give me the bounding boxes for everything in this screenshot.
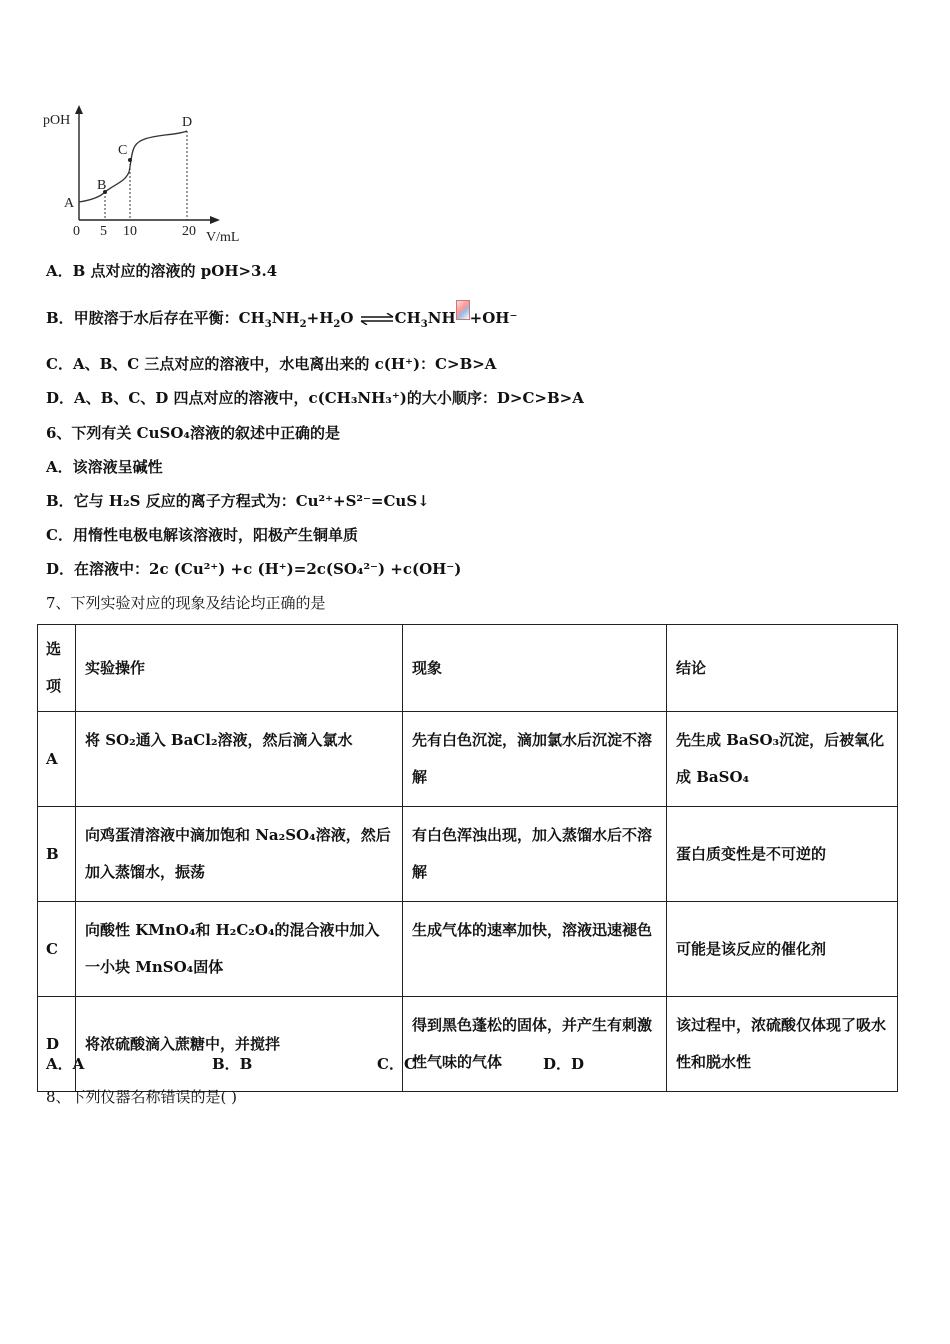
q7-table xyxy=(37,624,898,1092)
row-phenomenon: 得到黑色蓬松的固体，并产生有刺激性气味的气体 xyxy=(403,997,667,1092)
table-row xyxy=(38,997,898,1092)
x-axis-label: V/mL xyxy=(206,230,240,245)
row-option: C xyxy=(38,902,76,997)
q7-choice-d: D．D xyxy=(543,1055,585,1073)
y-axis-label: pOH xyxy=(43,113,71,128)
q5-b-mid5: NH xyxy=(427,309,456,327)
q8-stem-text: 8、下列仪器名称错误的是( ) xyxy=(46,1088,238,1106)
point-label-a: A xyxy=(64,196,75,211)
row-operation: 向酸性 KMnO₄和 H₂C₂O₄的混合液中加入一小块 MnSO₄固体 xyxy=(76,902,403,997)
table-row xyxy=(38,712,898,807)
row-conclusion: 该过程中，浓硫酸仅体现了吸水性和脱水性 xyxy=(667,997,898,1092)
row-phenomenon: 生成气体的速率加快，溶液迅速褪色 xyxy=(403,902,667,997)
header-operation: 实验操作 xyxy=(76,625,403,712)
q5-option-a: A．B 点对应的溶液的 pOH>3.4 xyxy=(46,262,278,280)
point-label-d: D xyxy=(182,115,193,130)
row-option: A xyxy=(38,712,76,807)
q6-option-a: A．该溶液呈碱性 xyxy=(46,458,163,476)
q5-option-d: D．A、B、C、D 四点对应的溶液中，c(CH₃NH₃⁺)的大小顺序：D>C>B>A xyxy=(46,389,584,407)
y-axis-arrow xyxy=(75,105,83,114)
row-option: B xyxy=(38,807,76,902)
ph-curve-figure xyxy=(40,104,260,254)
row-phenomenon: 先有白色沉淀，滴加氯水后沉淀不溶解 xyxy=(403,712,667,807)
point-label-b: B xyxy=(97,178,107,193)
row-conclusion: 可能是该反应的催化剂 xyxy=(667,902,898,997)
x-tick-10: 10 xyxy=(123,224,137,239)
row-operation: 将浓硫酸滴入蔗糖中，并搅拌 xyxy=(76,997,403,1092)
q5-b-mid2: +H xyxy=(306,309,334,327)
q5-b-suffix: +OH⁻ xyxy=(469,309,518,327)
x-tick-5: 5 xyxy=(100,224,107,239)
x-axis-arrow xyxy=(210,216,220,224)
q5-b-prefix: B．甲胺溶于水后存在平衡：CH xyxy=(46,309,265,327)
row-conclusion: 蛋白质变性是不可逆的 xyxy=(667,807,898,902)
table-row xyxy=(38,807,898,902)
q7-stem-text: 7、下列实验对应的现象及结论均正确的是 xyxy=(46,594,326,612)
point-c xyxy=(128,158,132,162)
row-option: D xyxy=(38,997,76,1092)
header-phenomenon: 现象 xyxy=(403,625,667,712)
equilibrium-arrow-icon xyxy=(359,313,395,325)
q7-choice-a: A．A xyxy=(46,1055,85,1073)
row-conclusion: 先生成 BaSO₃沉淀，后被氧化成 BaSO₄ xyxy=(667,712,898,807)
row-operation: 将 SO₂通入 BaCl₂溶液，然后滴入氯水 xyxy=(76,712,403,807)
q5-b-mid1: NH xyxy=(271,309,300,327)
x-tick-20: 20 xyxy=(182,224,196,239)
q7-stem xyxy=(46,593,326,613)
table-row xyxy=(38,902,898,997)
q5-option-b: B．甲胺溶于水后存在平衡：$CH_3NH_2+H_2O$ $CH_3NH +OH^-$ xyxy=(46,308,517,335)
embedded-image-icon xyxy=(456,300,470,320)
q6-option-b: B．它与 H₂S 反应的离子方程式为：Cu²⁺+S²⁻=CuS↓ xyxy=(46,492,430,510)
q5-b-mid3: O xyxy=(340,309,354,327)
q5-option-c: C．A、B、C 三点对应的溶液中，水电离出来的 c(H⁺)：C>B>A xyxy=(46,355,497,373)
table-header-row xyxy=(38,625,898,712)
q6-option-d: D．在溶液中：2c (Cu²⁺) +c (H⁺)=2c(SO₄²⁻) +c(OH⁻) xyxy=(46,560,462,578)
row-operation: 向鸡蛋清溶液中滴加饱和 Na₂SO₄溶液，然后加入蒸馏水，振荡 xyxy=(76,807,403,902)
q5-b-mid4: CH xyxy=(394,309,421,327)
header-conclusion: 结论 xyxy=(667,625,898,712)
q8-stem xyxy=(46,1087,237,1107)
q6-option-c: C．用惰性电极电解该溶液时，阳极产生铜单质 xyxy=(46,526,358,544)
header-option: 选项 xyxy=(38,625,76,712)
q7-choice-b: B．B xyxy=(212,1055,253,1073)
x-tick-0: 0 xyxy=(73,224,80,239)
q7-choice-c: C．C xyxy=(377,1055,416,1073)
row-phenomenon: 有白色浑浊出现，加入蒸馏水后不溶解 xyxy=(403,807,667,902)
q6-stem: 6、下列有关 CuSO₄溶液的叙述中正确的是 xyxy=(46,424,340,442)
titration-curve xyxy=(79,131,187,202)
point-label-c: C xyxy=(118,143,128,158)
